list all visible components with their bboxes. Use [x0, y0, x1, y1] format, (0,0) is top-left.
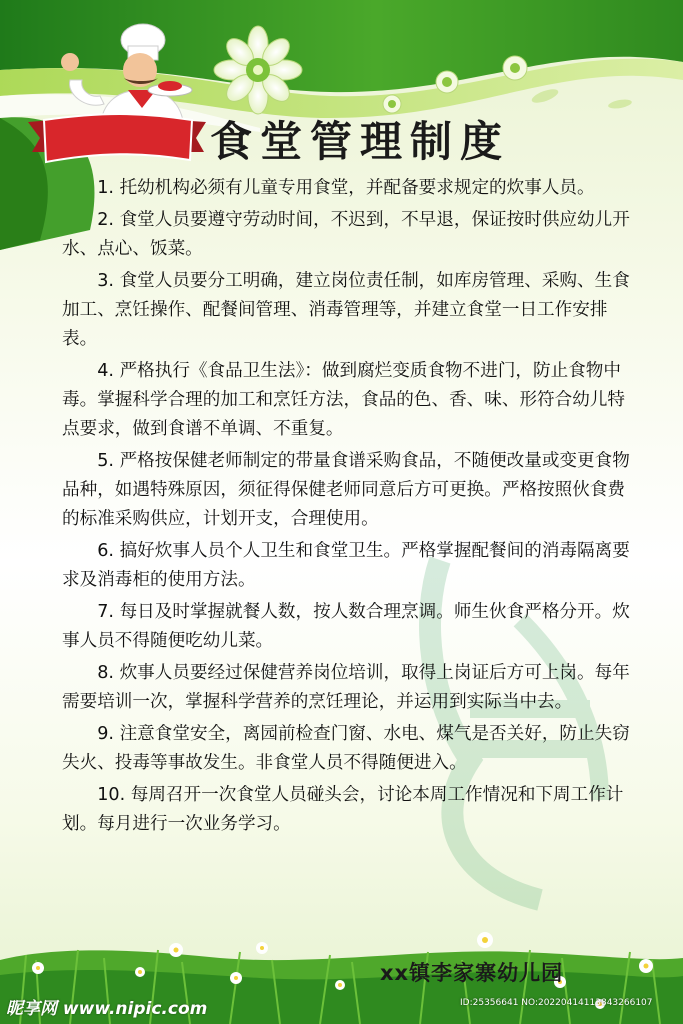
ribbon-banner: [28, 114, 206, 162]
rules-list: [62, 174, 642, 841]
rule-item: 10. 每周召开一次食堂人员碰头会，讨论本周工作情况和下周工作计划。每月进行一次业务学习。: [62, 784, 624, 834]
rule-item: 1. 托幼机构必须有儿童专用食堂，并配备要求规定的炊事人员。: [97, 178, 595, 198]
rule-item: 7. 每日及时掌握就餐人数，按人数合理烹调。师生伙食严格分开。炊事人员不得随便吃幼儿菜。: [62, 601, 630, 652]
rule-item: 4. 严格执行《食品卫生法》：做到腐烂变质食物不进门，防止食物中毒。掌握科学合理的加工和烹饪方法，食品的色、香、味、形符合幼儿特点要求，做到食谱不单调、不重复。: [62, 360, 626, 440]
flower-icon: [503, 56, 527, 80]
site-watermark: 昵享网 www.nipic.com: [6, 999, 208, 1019]
rule-item: 5. 严格按保健老师制定的带量食谱采购食品，不随便改量或变更食物品种，如遇特殊原因，须征得保健老师同意后方可更换。严格按照伙食费的标准采购供应，计划开支，合理使用。: [62, 450, 630, 530]
rule-item: 6. 搞好炊事人员个人卫生和食堂卫生。严格掌握配餐间的消毒隔离要求及消毒柜的使用方法。: [62, 540, 630, 591]
rule-item: 9. 注意食堂安全，离园前检查门窗、水电、煤气是否关好，防止失窃失火、投毒等事故发生。非食堂人员不得随便进入。: [62, 723, 630, 773]
rule-item: 3. 食堂人员要分工明确，建立岗位责任制，如库房管理、采购、生食加工、烹饪操作、配餐间管理、消毒管理等，并建立食堂一日工作安排表。: [62, 270, 630, 350]
flower-icon: [383, 95, 401, 113]
flower-icon: [436, 71, 458, 93]
rule-item: 8. 炊事人员要经过保健营养岗位培训，取得上岗证后方可上岗。每年需要培训一次，掌握科学营养的烹饪理论，并运用到实际当中去。: [62, 662, 630, 712]
rule-item: 2. 食堂人员要遵守劳动时间，不迟到，不早退，保证按时供应幼儿开水、点心、饭菜。: [62, 209, 630, 259]
school-name: xx镇李家寨幼儿园: [380, 961, 564, 985]
poster-title: 食堂管理制度: [210, 117, 511, 166]
image-id-watermark: ID:25356641 NO:20220414113843266107: [460, 998, 653, 1008]
